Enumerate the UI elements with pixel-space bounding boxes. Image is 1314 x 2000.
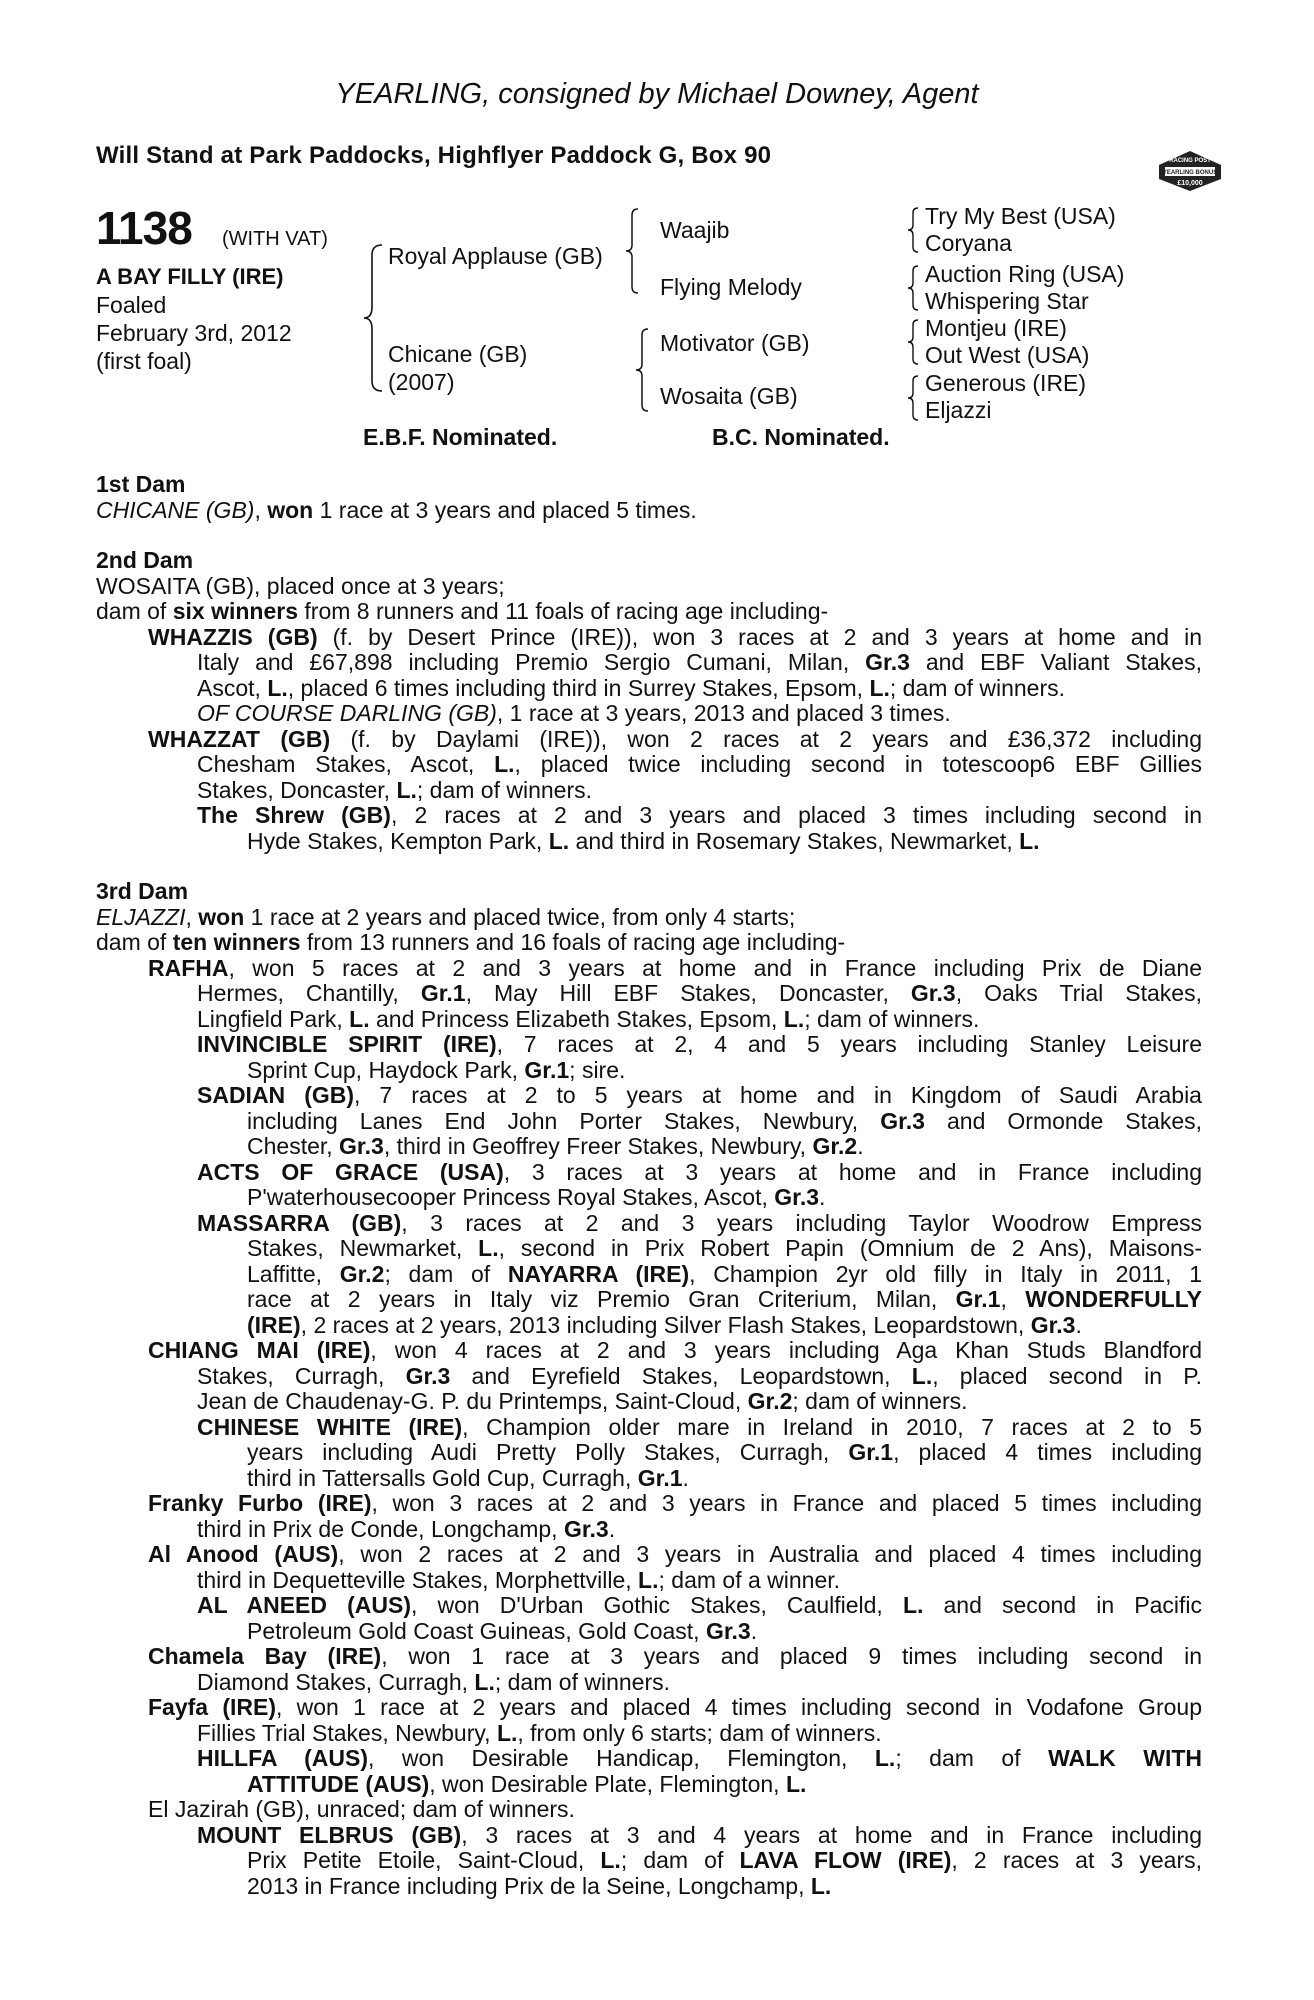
dam-year: (2007) [388,369,455,395]
foaled-date: February 3rd, 2012 [96,320,292,346]
lot-vat: (WITH VAT) [222,228,328,250]
dss-name: Montjeu (IRE) [925,315,1067,341]
chiang-mai-line-2: Stakes, Curragh, Gr.3 and Eyrefield Stakes, Leopardstown, L., placed second in P. [197,1362,1202,1389]
second-dam-title: 2nd Dam [96,547,194,573]
brace-sd-icon [906,264,920,312]
foaled-label: Foaled [96,292,167,318]
dam-details [96,472,1202,1899]
sadian-line-2: including Lanes End John Porter Stakes, Newbury, Gr.3 and Ormonde Stakes, [247,1107,1202,1134]
third-dam-line-2: dam of ten winners from 13 runners and 16 foals of racing age including- [96,929,846,955]
dam-dam: Wosaita (GB) [660,383,798,409]
massarra-line-2: Stakes, Newmarket, L., second in Prix Robert Papin (Omnium de 2 Ans), Maisons- [247,1235,1202,1261]
rafha-line-1: RAFHA, won 5 races at 2 and 3 years at home and in France including Prix de Diane [148,954,1202,981]
brace-dam-icon [634,327,650,413]
chinese-white-line-3: third in Tattersalls Gold Cup, Curragh, Gr.1. [247,1464,689,1491]
mount-elbrus-line-1: MOUNT ELBRUS (GB), 3 races at 3 and 4 years at home and in France including [197,1821,1202,1848]
fayfa-line-1: Fayfa (IRE), won 1 race at 2 years and placed 4 times including second in Vodafone Group [148,1694,1202,1720]
ddd-name: Eljazzi [925,397,992,423]
massarra-line-1: MASSARRA (GB), 3 races at 2 and 3 years including Taylor Woodrow Empress [197,1209,1203,1236]
franky-furbo-line-2: third in Prix de Conde, Longchamp, Gr.3. [197,1515,616,1542]
sdd-name: Whispering Star [925,288,1089,314]
al-aneed-line-2: Petroleum Gold Coast Guineas, Gold Coast, Gr.3. [247,1617,758,1644]
sire-name: Royal Applause (GB) [388,243,603,269]
sadian-line-1: SADIAN (GB), 7 races at 2 to 5 years at home and in Kingdom of Saudi Arabia [197,1082,1202,1108]
brace-main-icon [362,243,384,393]
hillfa-line-1: HILLFA (AUS), won Desirable Handicap, Flemington, L.; dam of WALK WITH [197,1745,1203,1771]
yearling-bonus-badge-icon [1155,145,1225,197]
ssd-name: Coryana [925,230,1012,256]
sadian-line-3: Chester, Gr.3, third in Geoffrey Freer Stakes, Newbury, Gr.2. [247,1133,864,1159]
third-dam-title: 3rd Dam [96,878,189,904]
first-dam-title: 1st Dam [96,471,186,497]
whazzis-line-3: Ascot, L., placed 6 times including third in Surrey Stakes, Epsom, L.; dam of winners. [197,674,1066,701]
sire-sire: Waajib [660,217,730,243]
foal-note: (first foal) [96,348,192,374]
dam-name: Chicane (GB) [388,341,528,367]
mount-elbrus-line-3: 2013 in France including Prix de la Seine, Longchamp, L. [247,1872,832,1899]
horse-name: A BAY FILLY (IRE) [96,264,284,289]
invincible-spirit-line-1: INVINCIBLE SPIRIT (IRE), 7 races at 2, 4 and 5 years including Stanley Leisure [197,1031,1202,1057]
invincible-spirit-line-2: Sprint Cup, Haydock Park, Gr.1; sire. [247,1056,626,1083]
dds-name: Generous (IRE) [925,370,1087,396]
whazzat-line-1: WHAZZAT (GB) (f. by Daylami (IRE)), won 2 races at 2 years and £36,372 including [148,725,1203,752]
whazzis-line-1: WHAZZIS (GB) (f. by Desert Prince (IRE)), won 3 races at 2 and 3 years at home and in [148,623,1203,650]
sss-name: Try My Best (USA) [925,203,1116,229]
whazzis-line-4: OF COURSE DARLING (GB), 1 race at 3 years, 2013 and placed 3 times. [197,700,951,726]
brace-ds-icon [906,318,920,366]
chiang-mai-line-3: Jean de Chaudenay-G. P. du Printemps, Saint-Cloud, Gr.2; dam of winners. [197,1388,968,1414]
lot-details [96,263,292,375]
second-dam-line-2: dam of six winners from 8 runners and 11 foals of racing age including- [96,598,829,624]
brace-ss-icon [906,206,920,254]
el-jazirah-line: El Jazirah (GB), unraced; dam of winners. [148,1796,575,1822]
badge-mid-text: YEARLING BONUS [1162,170,1218,176]
brace-dd-icon [906,374,920,422]
dsd-name: Out West (USA) [925,342,1090,368]
second-dam-line-1: WOSAITA (GB), placed once at 3 years; [96,572,505,599]
brace-sire-icon [624,207,640,295]
rafha-line-3: Lingfield Park, L. and Princess Elizabeth Stakes, Epsom, L.; dam of winners. [197,1005,980,1032]
acts-of-grace-line-2: P'waterhousecooper Princess Royal Stakes, Ascot, Gr.3. [247,1184,826,1210]
chamela-bay-line-1: Chamela Bay (IRE), won 1 race at 3 years and placed 9 times including second in [148,1643,1202,1669]
third-dam-line-1: ELJAZZI, won 1 race at 2 years and placed twice, from only 4 starts; [96,903,796,930]
sds-name: Auction Ring (USA) [925,261,1125,287]
catalogue-header: YEARLING, consigned by Michael Downey, Agent [335,78,979,110]
sire-dam: Flying Melody [660,274,802,300]
chiang-mai-line-1: CHIANG MAI (IRE), won 4 races at 2 and 3 years including Aga Khan Studs Blandford [148,1337,1203,1363]
chamela-bay-line-2: Diamond Stakes, Curragh, L.; dam of winners. [197,1668,670,1695]
bc-nomination: B.C. Nominated. [712,424,890,450]
shrew-line-2: Hyde Stakes, Kempton Park, L. and third in Rosemary Stakes, Newmarket, L. [247,827,1040,854]
first-dam-line: CHICANE (GB), won 1 race at 3 years and placed 5 times. [96,496,697,523]
acts-of-grace-line-1: ACTS OF GRACE (USA), 3 races at 3 years at home and in France including [197,1158,1202,1185]
whazzat-line-3: Stakes, Doncaster, L.; dam of winners. [197,776,593,803]
rafha-line-2: Hermes, Chantilly, Gr.1, May Hill EBF Stakes, Doncaster, Gr.3, Oaks Trial Stakes, [197,980,1202,1006]
badge-top-text: RACING POST [1169,158,1211,164]
mount-elbrus-line-2: Prix Petite Etoile, Saint-Cloud, L.; dam of LAVA FLOW (IRE), 2 races at 3 years, [247,1847,1203,1873]
chinese-white-line-1: CHINESE WHITE (IRE), Champion older mare in Ireland in 2010, 7 races at 2 to 5 [197,1413,1203,1440]
franky-furbo-line-1: Franky Furbo (IRE), won 3 races at 2 and 3 years in France and placed 5 times including [148,1490,1203,1516]
hillfa-line-2: ATTITUDE (AUS), won Desirable Plate, Flemington, L. [247,1770,807,1797]
fayfa-line-2: Fillies Trial Stakes, Newbury, L., from only 6 starts; dam of winners. [197,1719,882,1746]
whazzis-line-2: Italy and £67,898 including Premio Sergio Cumani, Milan, Gr.3 and EBF Valiant Stakes, [197,649,1202,675]
al-aneed-line-1: AL ANEED (AUS), won D'Urban Gothic Stakes, Caulfield, L. and second in Pacific [197,1592,1202,1618]
dam-sire: Motivator (GB) [660,330,810,356]
massarra-line-4: race at 2 years in Italy viz Premio Gran Criterium, Milan, Gr.1, WONDERFULLY [247,1286,1203,1312]
chinese-white-line-2: years including Audi Pretty Polly Stakes, Curragh, Gr.1, placed 4 times including [247,1439,1202,1465]
massarra-line-5: (IRE), 2 races at 2 years, 2013 including Silver Flash Stakes, Leopardstown, Gr.3. [247,1311,1082,1338]
badge-amount-text: £10,000 [1177,180,1203,187]
stand-location: Will Stand at Park Paddocks, Highflyer Paddock G, Box 90 [96,142,772,169]
lot-number: 1138 [96,202,192,254]
al-anood-line-2: third in Dequetteville Stakes, Morphettville, L.; dam of a winner. [197,1566,841,1593]
massarra-line-3: Laffitte, Gr.2; dam of NAYARRA (IRE), Champion 2yr old filly in Italy in 2011, 1 [247,1260,1203,1287]
shrew-line-1: The Shrew (GB), 2 races at 2 and 3 years and placed 3 times including second in [197,802,1203,828]
al-anood-line-1: Al Anood (AUS), won 2 races at 2 and 3 years in Australia and placed 4 times including [148,1541,1202,1567]
whazzat-line-2: Chesham Stakes, Ascot, L., placed twice including second in totescoop6 EBF Gillies [197,751,1202,777]
ebf-nomination: E.B.F. Nominated. [363,424,558,450]
